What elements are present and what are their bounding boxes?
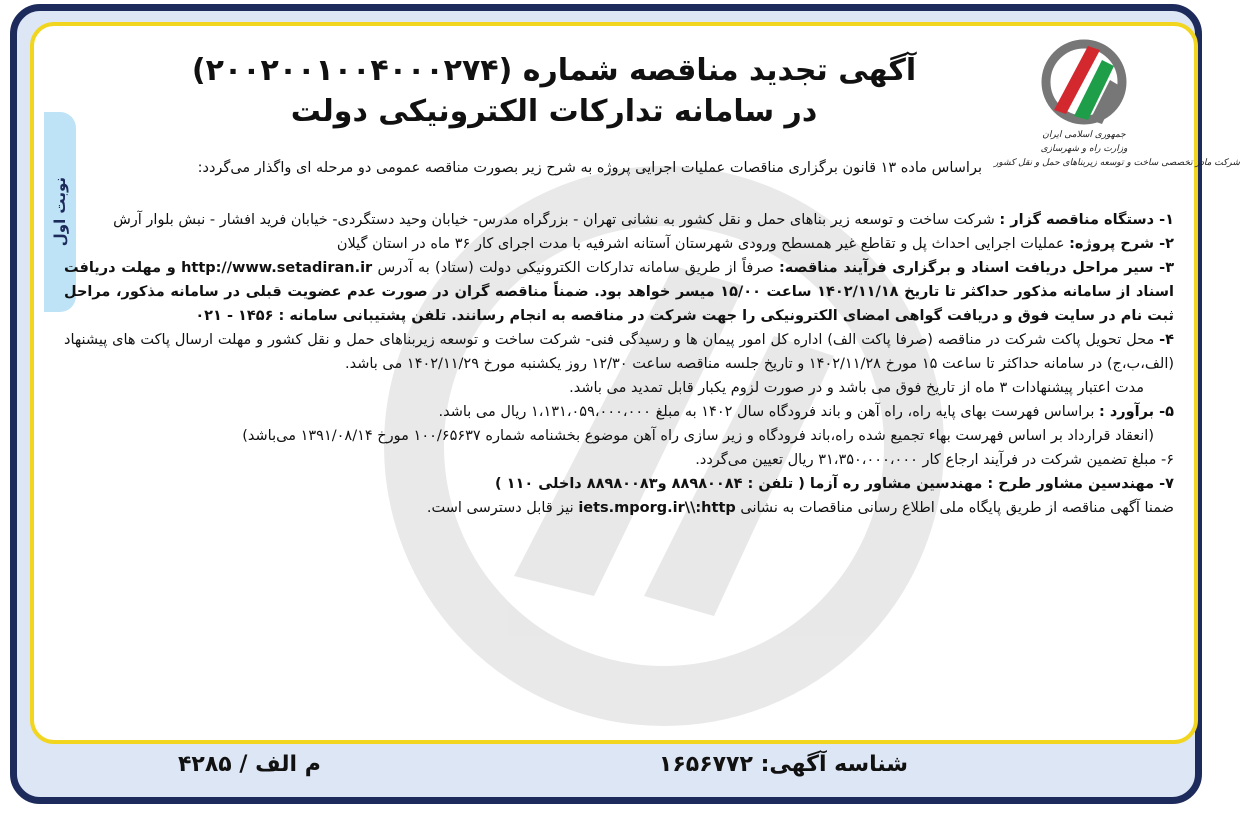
side-tab-label: نوبت اول xyxy=(51,177,69,247)
item-3 xyxy=(64,256,1174,328)
item-5 xyxy=(64,400,1174,424)
logo-company: شرکت مادر تخصصی ساخت و توسعه زیربناهای حمل و نقل کشور xyxy=(994,158,1240,168)
notice-paper xyxy=(30,22,1240,744)
item-3-text: صرفاً از طریق سامانه تدارکات الکترونیکی دولت (ستاد) به آدرس xyxy=(377,260,774,276)
footer-bar xyxy=(30,744,1190,794)
item-3-details: و مهلت دریافت اسناد از سامانه مذکور حداکثر تا تاریخ ۱۴۰۲/۱۱/۱۸ ساعت ۱۵/۰۰ میسر خواهد بود. ضمناً مناقصه گران در صورت عدم عضویت قبلی در سامانه مذکور، مراحل ثبت نام در سایت فوق و دریافت گواهی امضای الکترونیکی را جهت شرکت در مناقصه به انجام رسانند. تلفن پشتیبانی سامانه : ۱۴۵۶ - ۰۲۱ xyxy=(64,260,1175,324)
contract-note: (انعقاد قرارداد بر اساس فهرست بهاء تجمیع شده راه،باند فرودگاه و زیر سازی راه آهن موضوع بخشنامه شماره ۱۰۰/۶۵۶۳۷ مورخ ۱۳۹۱/۰۸/۱۴ می‌باشد) xyxy=(242,428,1154,444)
notice-heading xyxy=(124,50,984,132)
item-5-label: ۵- برآورد : xyxy=(1098,404,1174,420)
item-2-text: عملیات اجرایی احداث پل و تقاطع غیر همسطح ورودی شهرستان آستانه اشرفیه با مدت اجرای کار ۳۶ ماه در استان گیلان xyxy=(336,236,1065,252)
notice-title: آگهی تجدید مناقصه شماره (۲۰۰۲۰۰۱۰۰۴۰۰۰۲۷۴) xyxy=(191,53,917,88)
item-5-text: براساس فهرست بهای پایه راه، راه آهن و باند فرودگاه سال ۱۴۰۲ به مبلغ ۱،۱۳۱،۰۵۹،۰۰۰،۰۰۰ ریال می باشد. xyxy=(438,404,1095,420)
reference-code: م الف / ۴۲۸۵ xyxy=(178,752,321,777)
final-note xyxy=(64,496,1174,520)
notice-id: شناسه آگهی: ۱۶۵۶۷۷۲ xyxy=(658,752,908,777)
logo-ministry: وزارت راه و شهرسازی xyxy=(1040,144,1128,154)
item-2-label: ۲- شرح پروژه: xyxy=(1069,236,1174,252)
final-note-end: نیز قابل دسترسی است. xyxy=(426,500,574,516)
logo-country: جمهوری اسلامی ایران xyxy=(1042,130,1126,140)
notice-body xyxy=(64,208,1174,520)
item-2 xyxy=(64,232,1174,256)
item-4-text: محل تحویل پاکت شرکت در مناقصه (صرفا پاکت الف) اداره کل امور پیمان ها و رسیدگی فنی- شرکت ساخت و توسعه زیربناهای حمل و نقل کشور و مهلت ارسال پاکت های پیشنهاد (الف،ب،ج) در سامانه حداکثر تا ساعت ۱۵ مورخ ۱۴۰۲/۱۱/۲۸ و تاریخ جلسه مناقصه ساعت ۱۲/۳۰ روز یکشنبه مورخ ۱۴۰۲/۱۱/۲۹ می باشد. xyxy=(64,332,1174,372)
item-7: ۷- مهندسین مشاور طرح : مهندسین مشاور ره آزما ( تلفن : ۸۸۹۸۰۰۸۴ و۸۸۹۸۰۰۸۳ داخلی ۱۱۰ ) xyxy=(494,476,1174,492)
iets-link[interactable]: iets.mporg.ir\\:http xyxy=(578,500,736,516)
notice-subtitle: در سامانه تدارکات الکترونیکی دولت xyxy=(290,94,818,129)
item-6: ۶- مبلغ تضمین شرکت در فرآیند ارجاع کار ۳۱،۳۵۰،۰۰۰،۰۰۰ ریال تعیین می‌گردد. xyxy=(695,452,1174,468)
item-4-label: ۴- xyxy=(1159,332,1174,348)
intro-block xyxy=(64,156,982,208)
item-3-label: ۳- سیر مراحل دریافت اسناد و برگزاری فرآیند مناقصه: xyxy=(778,260,1175,276)
intro-paragraph: براساس ماده ۱۳ قانون برگزاری مناقصات عملیات اجرایی پروژه به شرح زیر بصورت مناقصه عمومی دو مرحله ای واگذار می‌گردد: xyxy=(197,160,982,176)
final-note-text: ضمنا آگهی مناقصه از طریق پایگاه ملی اطلاع رسانی مناقصات به نشانی xyxy=(740,500,1174,516)
setadiran-link[interactable]: http://www.setadiran.ir xyxy=(181,260,373,276)
validity-note: مدت اعتبار پیشنهادات ۳ ماه از تاریخ فوق می باشد و در صورت لزوم یکبار قابل تمدید می باشد. xyxy=(569,380,1144,396)
company-logo-icon xyxy=(1036,36,1132,128)
item-1-label: ۱- دستگاه مناقصه گزار : xyxy=(999,212,1174,228)
item-1-text: شرکت ساخت و توسعه زیر بناهای حمل و نقل کشور به نشانی تهران - بزرگراه مدرس- خیابان وحید دستگردی- خیابان فرید افشار - نبش بلوار آرش xyxy=(113,212,995,228)
organization-logo xyxy=(994,36,1240,170)
item-4 xyxy=(64,328,1174,376)
item-1 xyxy=(64,208,1174,232)
